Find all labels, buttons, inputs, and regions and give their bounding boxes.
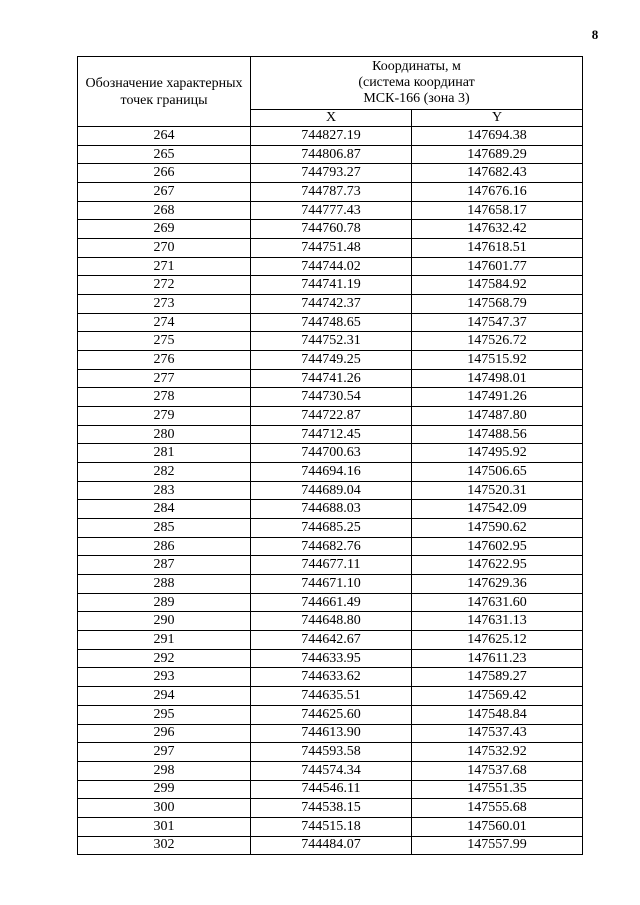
table-row (78, 444, 583, 463)
header-x: X (251, 110, 412, 127)
table-row (78, 556, 583, 575)
y-coordinate-cell: 147602.95 (412, 537, 583, 556)
x-coordinate-cell: 744689.04 (251, 481, 412, 500)
y-coordinate-cell: 147682.43 (412, 164, 583, 183)
x-coordinate-cell: 744793.27 (251, 164, 412, 183)
point-number-cell: 288 (78, 575, 251, 594)
x-coordinate-cell: 744688.03 (251, 500, 412, 519)
header-coordinates-line2: (система координат (358, 75, 475, 90)
x-coordinate-cell: 744748.65 (251, 313, 412, 332)
point-number-cell: 286 (78, 537, 251, 556)
point-number-cell: 272 (78, 276, 251, 295)
point-number-cell: 264 (78, 127, 251, 146)
table-row (78, 463, 583, 482)
x-coordinate-cell: 744722.87 (251, 407, 412, 426)
y-coordinate-cell: 147611.23 (412, 649, 583, 668)
y-coordinate-cell: 147488.56 (412, 425, 583, 444)
table-row (78, 705, 583, 724)
y-coordinate-cell: 147584.92 (412, 276, 583, 295)
table-row (78, 593, 583, 612)
table-row (78, 257, 583, 276)
point-number-cell: 278 (78, 388, 251, 407)
x-coordinate-cell: 744682.76 (251, 537, 412, 556)
x-coordinate-cell: 744677.11 (251, 556, 412, 575)
table-row (78, 687, 583, 706)
point-number-cell: 300 (78, 799, 251, 818)
table-row (78, 332, 583, 351)
x-coordinate-cell: 744827.19 (251, 127, 412, 146)
y-coordinate-cell: 147542.09 (412, 500, 583, 519)
table-row (78, 145, 583, 164)
table-row (78, 761, 583, 780)
point-number-cell: 271 (78, 257, 251, 276)
header-coordinates-line3: МСК-166 (зона 3) (363, 91, 470, 106)
table-body (78, 127, 583, 855)
table-row (78, 388, 583, 407)
table-row (78, 164, 583, 183)
point-number-cell: 294 (78, 687, 251, 706)
y-coordinate-cell: 147537.43 (412, 724, 583, 743)
point-number-cell: 298 (78, 761, 251, 780)
point-number-cell: 276 (78, 351, 251, 370)
point-number-cell: 281 (78, 444, 251, 463)
point-number-cell: 265 (78, 145, 251, 164)
point-number-cell: 297 (78, 743, 251, 762)
point-number-cell: 266 (78, 164, 251, 183)
x-coordinate-cell: 744787.73 (251, 183, 412, 202)
y-coordinate-cell: 147590.62 (412, 519, 583, 538)
point-number-cell: 301 (78, 817, 251, 836)
y-coordinate-cell: 147631.13 (412, 612, 583, 631)
y-coordinate-cell: 147694.38 (412, 127, 583, 146)
point-number-cell: 284 (78, 500, 251, 519)
y-coordinate-cell: 147495.92 (412, 444, 583, 463)
x-coordinate-cell: 744685.25 (251, 519, 412, 538)
y-coordinate-cell: 147569.42 (412, 687, 583, 706)
point-number-cell: 289 (78, 593, 251, 612)
table-row (78, 537, 583, 556)
table-row (78, 407, 583, 426)
table-row (78, 649, 583, 668)
y-coordinate-cell: 147487.80 (412, 407, 583, 426)
point-number-cell: 299 (78, 780, 251, 799)
table-row (78, 239, 583, 258)
y-coordinate-cell: 147622.95 (412, 556, 583, 575)
y-coordinate-cell: 147555.68 (412, 799, 583, 818)
table-row (78, 519, 583, 538)
x-coordinate-cell: 744633.62 (251, 668, 412, 687)
x-coordinate-cell: 744744.02 (251, 257, 412, 276)
table-row (78, 351, 583, 370)
x-coordinate-cell: 744574.34 (251, 761, 412, 780)
y-coordinate-cell: 147625.12 (412, 631, 583, 650)
point-number-cell: 268 (78, 201, 251, 220)
table-row (78, 127, 583, 146)
y-coordinate-cell: 147568.79 (412, 295, 583, 314)
table-row (78, 481, 583, 500)
point-number-cell: 293 (78, 668, 251, 687)
y-coordinate-cell: 147506.65 (412, 463, 583, 482)
point-number-cell: 287 (78, 556, 251, 575)
table-row (78, 743, 583, 762)
x-coordinate-cell: 744484.07 (251, 836, 412, 855)
table-row (78, 836, 583, 855)
y-coordinate-cell: 147548.84 (412, 705, 583, 724)
point-number-cell: 273 (78, 295, 251, 314)
y-coordinate-cell: 147537.68 (412, 761, 583, 780)
table-row (78, 369, 583, 388)
y-coordinate-cell: 147547.37 (412, 313, 583, 332)
x-coordinate-cell: 744694.16 (251, 463, 412, 482)
y-coordinate-cell: 147515.92 (412, 351, 583, 370)
point-number-cell: 296 (78, 724, 251, 743)
x-coordinate-cell: 744700.63 (251, 444, 412, 463)
y-coordinate-cell: 147551.35 (412, 780, 583, 799)
y-coordinate-cell: 147632.42 (412, 220, 583, 239)
y-coordinate-cell: 147532.92 (412, 743, 583, 762)
point-number-cell: 291 (78, 631, 251, 650)
coordinates-table (77, 56, 583, 855)
point-number-cell: 275 (78, 332, 251, 351)
y-coordinate-cell: 147689.29 (412, 145, 583, 164)
y-coordinate-cell: 147560.01 (412, 817, 583, 836)
x-coordinate-cell: 744741.26 (251, 369, 412, 388)
x-coordinate-cell: 744625.60 (251, 705, 412, 724)
page-number: 8 (591, 27, 599, 42)
point-number-cell: 277 (78, 369, 251, 388)
point-number-cell: 290 (78, 612, 251, 631)
x-coordinate-cell: 744642.67 (251, 631, 412, 650)
x-coordinate-cell: 744777.43 (251, 201, 412, 220)
x-coordinate-cell: 744751.48 (251, 239, 412, 258)
table-row (78, 668, 583, 687)
point-number-cell: 295 (78, 705, 251, 724)
table-row (78, 612, 583, 631)
header-point-designation: Обозначение характерных точек границы (78, 57, 251, 127)
x-coordinate-cell: 744806.87 (251, 145, 412, 164)
point-number-cell: 282 (78, 463, 251, 482)
table-row (78, 817, 583, 836)
y-coordinate-cell: 147498.01 (412, 369, 583, 388)
point-number-cell: 302 (78, 836, 251, 855)
y-coordinate-cell: 147629.36 (412, 575, 583, 594)
x-coordinate-cell: 744635.51 (251, 687, 412, 706)
point-number-cell: 292 (78, 649, 251, 668)
table-row (78, 780, 583, 799)
point-number-cell: 267 (78, 183, 251, 202)
y-coordinate-cell: 147618.51 (412, 239, 583, 258)
header-y: Y (412, 110, 583, 127)
table-row (78, 313, 583, 332)
x-coordinate-cell: 744633.95 (251, 649, 412, 668)
point-number-cell: 279 (78, 407, 251, 426)
table-row (78, 724, 583, 743)
table-row (78, 799, 583, 818)
y-coordinate-cell: 147526.72 (412, 332, 583, 351)
x-coordinate-cell: 744749.25 (251, 351, 412, 370)
x-coordinate-cell: 744613.90 (251, 724, 412, 743)
point-number-cell: 274 (78, 313, 251, 332)
y-coordinate-cell: 147631.60 (412, 593, 583, 612)
x-coordinate-cell: 744671.10 (251, 575, 412, 594)
table-row (78, 500, 583, 519)
x-coordinate-cell: 744752.31 (251, 332, 412, 351)
table-row (78, 276, 583, 295)
x-coordinate-cell: 744712.45 (251, 425, 412, 444)
y-coordinate-cell: 147601.77 (412, 257, 583, 276)
y-coordinate-cell: 147491.26 (412, 388, 583, 407)
table-row (78, 631, 583, 650)
y-coordinate-cell: 147520.31 (412, 481, 583, 500)
x-coordinate-cell: 744648.80 (251, 612, 412, 631)
table-row (78, 201, 583, 220)
point-number-cell: 269 (78, 220, 251, 239)
header-coordinates-line1: Координаты, м (372, 59, 461, 74)
y-coordinate-cell: 147658.17 (412, 201, 583, 220)
table-row (78, 220, 583, 239)
x-coordinate-cell: 744593.58 (251, 743, 412, 762)
table-row (78, 183, 583, 202)
y-coordinate-cell: 147557.99 (412, 836, 583, 855)
y-coordinate-cell: 147589.27 (412, 668, 583, 687)
x-coordinate-cell: 744546.11 (251, 780, 412, 799)
table-row (78, 425, 583, 444)
table-row (78, 295, 583, 314)
x-coordinate-cell: 744515.18 (251, 817, 412, 836)
x-coordinate-cell: 744538.15 (251, 799, 412, 818)
point-number-cell: 280 (78, 425, 251, 444)
x-coordinate-cell: 744741.19 (251, 276, 412, 295)
point-number-cell: 283 (78, 481, 251, 500)
point-number-cell: 285 (78, 519, 251, 538)
x-coordinate-cell: 744661.49 (251, 593, 412, 612)
header-coordinates (251, 57, 583, 110)
x-coordinate-cell: 744760.78 (251, 220, 412, 239)
table-row (78, 575, 583, 594)
point-number-cell: 270 (78, 239, 251, 258)
y-coordinate-cell: 147676.16 (412, 183, 583, 202)
x-coordinate-cell: 744730.54 (251, 388, 412, 407)
x-coordinate-cell: 744742.37 (251, 295, 412, 314)
